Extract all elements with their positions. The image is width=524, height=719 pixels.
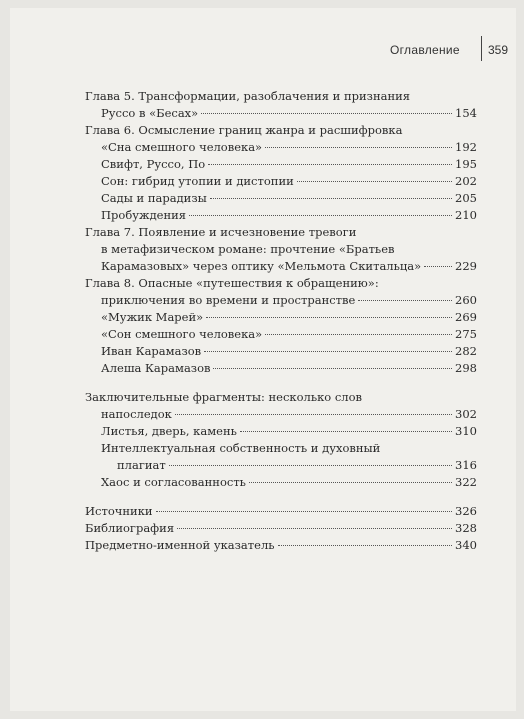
- running-header-title: Оглавление: [390, 43, 460, 57]
- leader-dots: [210, 198, 452, 199]
- toc-entry-final-line2: напоследок 302: [101, 407, 477, 421]
- leader-dots: [278, 545, 453, 546]
- toc-entry-index: Предметно-именной указатель 340: [85, 538, 477, 552]
- leader-dots: [358, 300, 452, 301]
- leader-dots: [208, 164, 452, 165]
- toc-entry-ch8-3: Иван Карамазов 282: [101, 344, 477, 358]
- leader-dots: [240, 431, 452, 432]
- toc-entry-ch8-4: Алеша Карамазов 298: [101, 361, 477, 375]
- toc-entry-final-1: Листья, дверь, камень 310: [101, 424, 477, 438]
- toc-entry-ch8-1: «Мужик Марей» 269: [101, 310, 477, 324]
- leader-dots: [189, 215, 452, 216]
- leader-dots: [156, 511, 453, 512]
- leader-dots: [297, 181, 452, 182]
- toc-entry-ch5-sub: Руссо в «Бесах» 154: [101, 106, 477, 120]
- toc-entry-ch7-line2: в метафизическом романе: прочтение «Братьев: [101, 242, 395, 256]
- toc-entry-ch8-2: «Сон смешного человека» 275: [101, 327, 477, 341]
- leader-dots: [424, 266, 452, 267]
- toc-entry-final-line1: Заключительные фрагменты: несколько слов: [85, 390, 363, 404]
- toc-entry-ch8-line1: Глава 8. Опасные «путешествия к обращению»:: [85, 276, 379, 290]
- toc-entry-ch6-4: Сады и парадизы 205: [101, 191, 477, 205]
- header-divider: [481, 36, 482, 61]
- page-number: 359: [488, 43, 509, 57]
- toc-entry-ch7-line3: Карамазовых» через оптику «Мельмота Скитальца» 229: [101, 259, 477, 273]
- table-of-contents: [85, 88, 477, 554]
- leader-dots: [177, 528, 452, 529]
- toc-entry-final-3: Хаос и согласованность 322: [101, 475, 477, 489]
- leader-dots: [175, 414, 452, 415]
- toc-entry-bibliography: Библиография 328: [85, 521, 477, 535]
- leader-dots: [169, 465, 452, 466]
- toc-entry-ch6-3: Сон: гибрид утопии и дистопии 202: [101, 174, 477, 188]
- toc-entry-ch8-line2: приключения во времени и пространстве 260: [101, 293, 477, 307]
- leader-dots: [204, 351, 452, 352]
- leader-dots: [265, 334, 452, 335]
- leader-dots: [213, 368, 452, 369]
- toc-entry-ch5: Глава 5. Трансформации, разоблачения и признания: [85, 89, 411, 103]
- leader-dots: [206, 317, 452, 318]
- leader-dots: [265, 147, 452, 148]
- toc-entry-ch7-line1: Глава 7. Появление и исчезновение тревоги: [85, 225, 357, 239]
- toc-entry-final-2-line1: Интеллектуальная собственность и духовный: [101, 441, 381, 455]
- leader-dots: [249, 482, 452, 483]
- leader-dots: [201, 113, 452, 114]
- toc-entry-ch6-1: «Сна смешного человека» 192: [101, 140, 477, 154]
- toc-entry-sources: Источники 326: [85, 504, 477, 518]
- book-page: [10, 8, 516, 711]
- toc-entry-ch6-2: Свифт, Руссо, По 195: [101, 157, 477, 171]
- toc-entry-ch6: Глава 6. Осмысление границ жанра и расшифровка: [85, 123, 403, 137]
- toc-entry-ch6-5: Пробуждения 210: [101, 208, 477, 222]
- toc-entry-final-2-line2: плагиат 316: [117, 458, 477, 472]
